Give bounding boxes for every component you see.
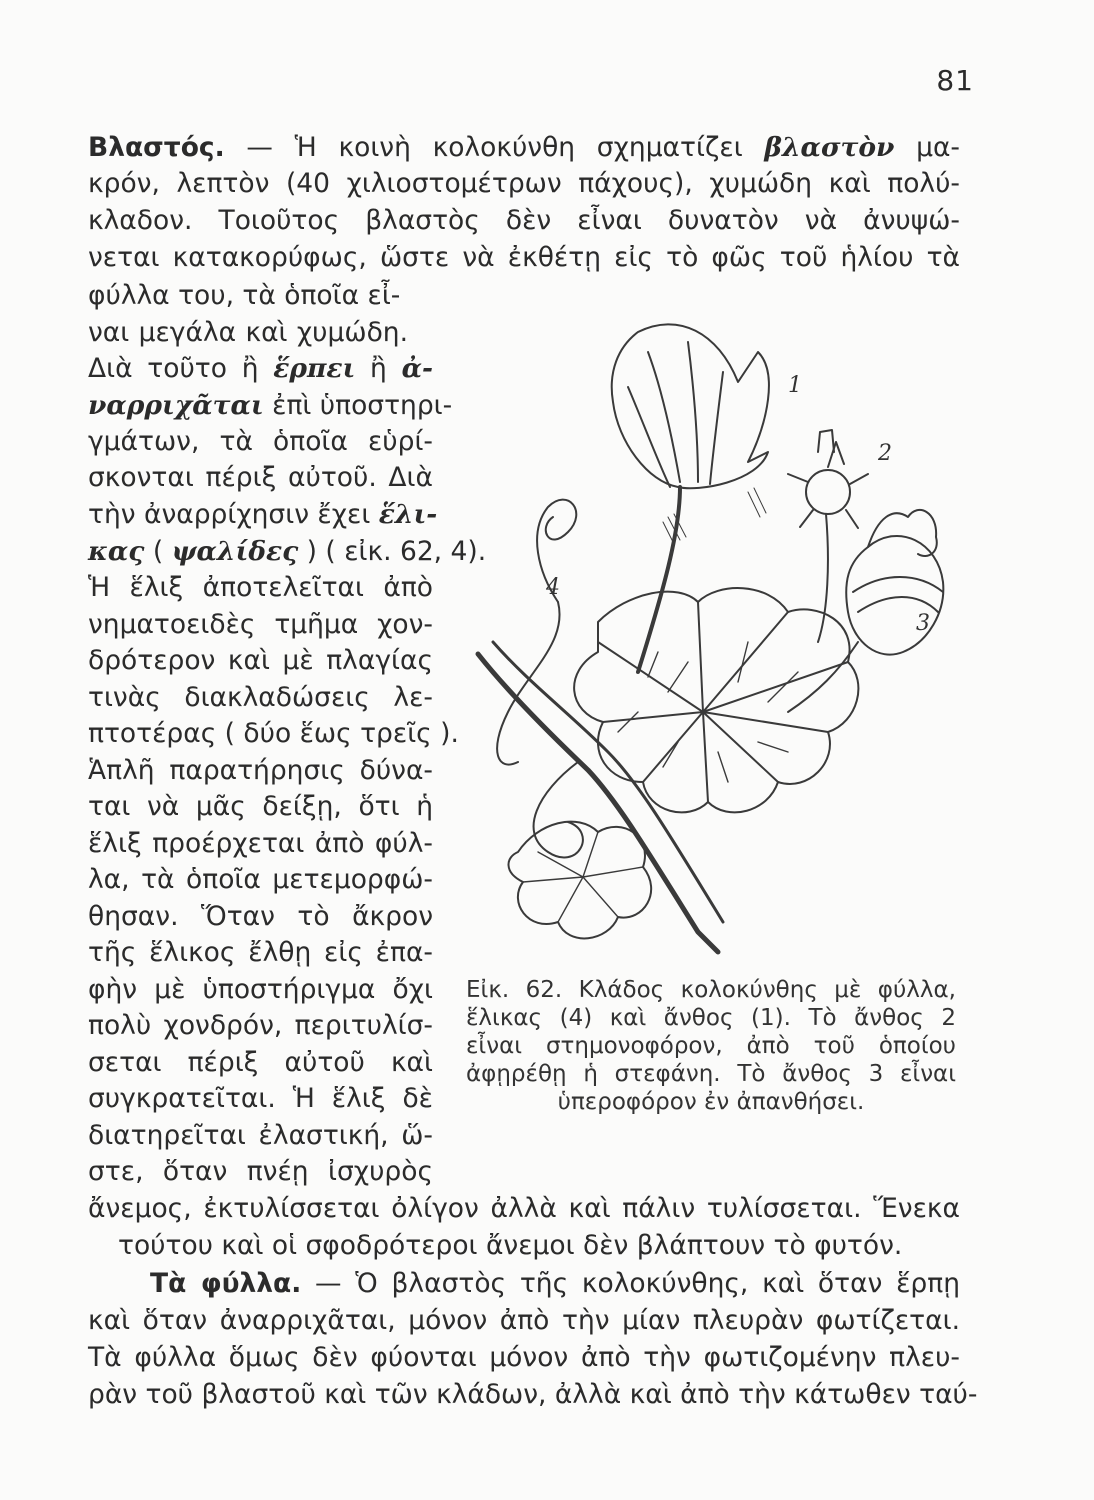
text-line: λα, τὰ ὁποῖα μετεμορφώ- bbox=[88, 864, 433, 895]
text-line: κας ( ψαλίδες ) ( εἰκ. 62, 4). bbox=[88, 536, 487, 567]
text-line: καὶ ὅταν ἀναρριχᾶται, μόνον ἀπὸ τὴν μίαν πλευρὰν φωτίζεται. bbox=[88, 1305, 960, 1336]
text-line: ρὰν τοῦ βλαστοῦ καὶ τῶν κλάδων, ἀλλὰ καὶ ἀπὸ τὴν κάτωθεν ταύ- bbox=[88, 1379, 978, 1410]
emphasized-term: βλαστὸν bbox=[764, 132, 895, 163]
text-line: νηματοειδὲς τμῆμα χον- bbox=[88, 609, 433, 640]
emphasized-term: ἀ- bbox=[401, 353, 433, 384]
caption-line: ἕλικας (4) καὶ ἄνθος (1). Τὸ ἄνθος 2 bbox=[466, 1005, 956, 1031]
text-line: φὴν μὲ ὑποστήριγμα ὄχι bbox=[88, 974, 433, 1005]
text-line: στε, ὅταν πνέῃ ἰσχυρὸς bbox=[88, 1156, 433, 1187]
text-line: ται νὰ μᾶς δείξῃ, ὅτι ἡ bbox=[88, 791, 433, 822]
caption-line: ἀφῃρέθῃ ἡ στεφάνη. Τὸ ἄνθος 3 εἶναι bbox=[466, 1061, 956, 1087]
text-line: τινὰς διακλαδώσεις λε- bbox=[88, 682, 433, 713]
text-line: κρόν, λεπτὸν (40 χιλιοστομέτρων πάχους), χυμώδη καὶ πολύ- bbox=[88, 168, 960, 199]
text-line: Τὰ φύλλα ὅμως δὲν φύονται μόνον ἀπὸ τὴν φωτιζομένην πλευ- bbox=[88, 1342, 960, 1373]
text-line: Ἡ ἕλιξ ἀποτελεῖται ἀπὸ bbox=[88, 572, 433, 603]
page-number: 81 bbox=[936, 64, 974, 97]
figure-caption bbox=[466, 976, 956, 1116]
text-line: τούτου καὶ οἱ σφοδρότεροι ἄνεμοι δὲν βλάπτουν τὸ φυτόν. bbox=[118, 1230, 903, 1261]
caption-line: εἶναι στημονοφόρον, ἀπὸ τοῦ ὁποίου bbox=[466, 1033, 956, 1059]
caption-line: Εἰκ. 62. Κλάδος κολοκύνθης μὲ φύλλα, bbox=[466, 977, 956, 1003]
pumpkin-branch-illustration bbox=[448, 292, 968, 982]
text-line: σκονται πέριξ αὐτοῦ. Διὰ bbox=[88, 462, 433, 493]
caption-line: ὑπεροφόρον ἐν ἀπανθήσει. bbox=[557, 1089, 865, 1115]
section-heading-vlastos: Βλαστός. bbox=[88, 132, 225, 163]
text-line: θησαν. Ὅταν τὸ ἄκρον bbox=[88, 901, 433, 932]
text-line: κλαδον. Τοιοῦτος βλαστὸς δὲν εἶναι δυνατὸν νὰ ἀνυψώ- bbox=[88, 205, 960, 236]
figure-label-4: 4 bbox=[546, 575, 560, 600]
emphasized-term: ἕλι- bbox=[378, 499, 438, 530]
text-line: Βλαστός. — Ἡ κοινὴ κολοκύνθη σχηματίζει βλαστὸν μα- bbox=[88, 132, 960, 163]
text-line: ναρριχᾶται ἐπὶ ὑποστηρι- bbox=[88, 390, 453, 421]
text-line: νεται κατακορύφως, ὥστε νὰ ἐκθέτῃ εἰς τὸ φῶς τοῦ ἡλίου τὰ bbox=[88, 242, 960, 273]
figure-label-3: 3 bbox=[916, 611, 930, 636]
emphasized-term: ναρριχᾶται bbox=[88, 390, 264, 421]
figure-label-2: 2 bbox=[878, 441, 892, 466]
text-line: φύλλα του, τὰ ὁποῖα εἶ- bbox=[88, 280, 401, 311]
text-line: πολὺ χονδρόν, περιτυλίσ- bbox=[88, 1010, 433, 1041]
text-line: ἄνεμος, ἐκτυλίσσεται ὀλίγον ἀλλὰ καὶ πάλιν τυλίσσεται. Ἕνεκα bbox=[88, 1193, 960, 1224]
text-line: ἕλιξ προέρχεται ἀπὸ φύλ- bbox=[88, 828, 433, 859]
text-line: Ἁπλῆ παρατήρησις δύνα- bbox=[88, 755, 433, 786]
text-line: διατηρεῖται ἐλαστική, ὥ- bbox=[88, 1120, 433, 1151]
text-line: γμάτων, τὰ ὁποῖα εὑρί- bbox=[88, 426, 433, 457]
emphasized-term: ψαλίδες bbox=[171, 536, 299, 567]
text-line: ναι μεγάλα καὶ χυμώδη. bbox=[88, 317, 408, 348]
text-line: σεται πέριξ αὐτοῦ καὶ bbox=[88, 1047, 433, 1078]
text-line: πτοτέρας ( δύο ἕως τρεῖς ). bbox=[88, 718, 459, 749]
text-line: τῆς ἕλικος ἔλθῃ εἰς ἐπα- bbox=[88, 937, 433, 968]
emphasized-term: ἕρπει bbox=[273, 353, 356, 384]
text-line: Διὰ τοῦτο ἢ ἕρπει ἢ ἀ- bbox=[88, 353, 433, 384]
section-heading-fylla: Τὰ φύλλα. bbox=[150, 1268, 302, 1299]
text-line: συγκρατεῖται. Ἡ ἕλιξ δὲ bbox=[88, 1083, 433, 1114]
text-line: τὴν ἀναρρίχησιν ἔχει ἕλι- bbox=[88, 499, 438, 530]
figure-label-1: 1 bbox=[788, 373, 802, 398]
emphasized-term: κας bbox=[88, 536, 145, 567]
text-line: δρότερον καὶ μὲ πλαγίας bbox=[88, 645, 433, 676]
text-line: Τὰ φύλλα. — Ὁ βλαστὸς τῆς κολοκύνθης, καὶ ὅταν ἕρπῃ bbox=[150, 1268, 960, 1299]
